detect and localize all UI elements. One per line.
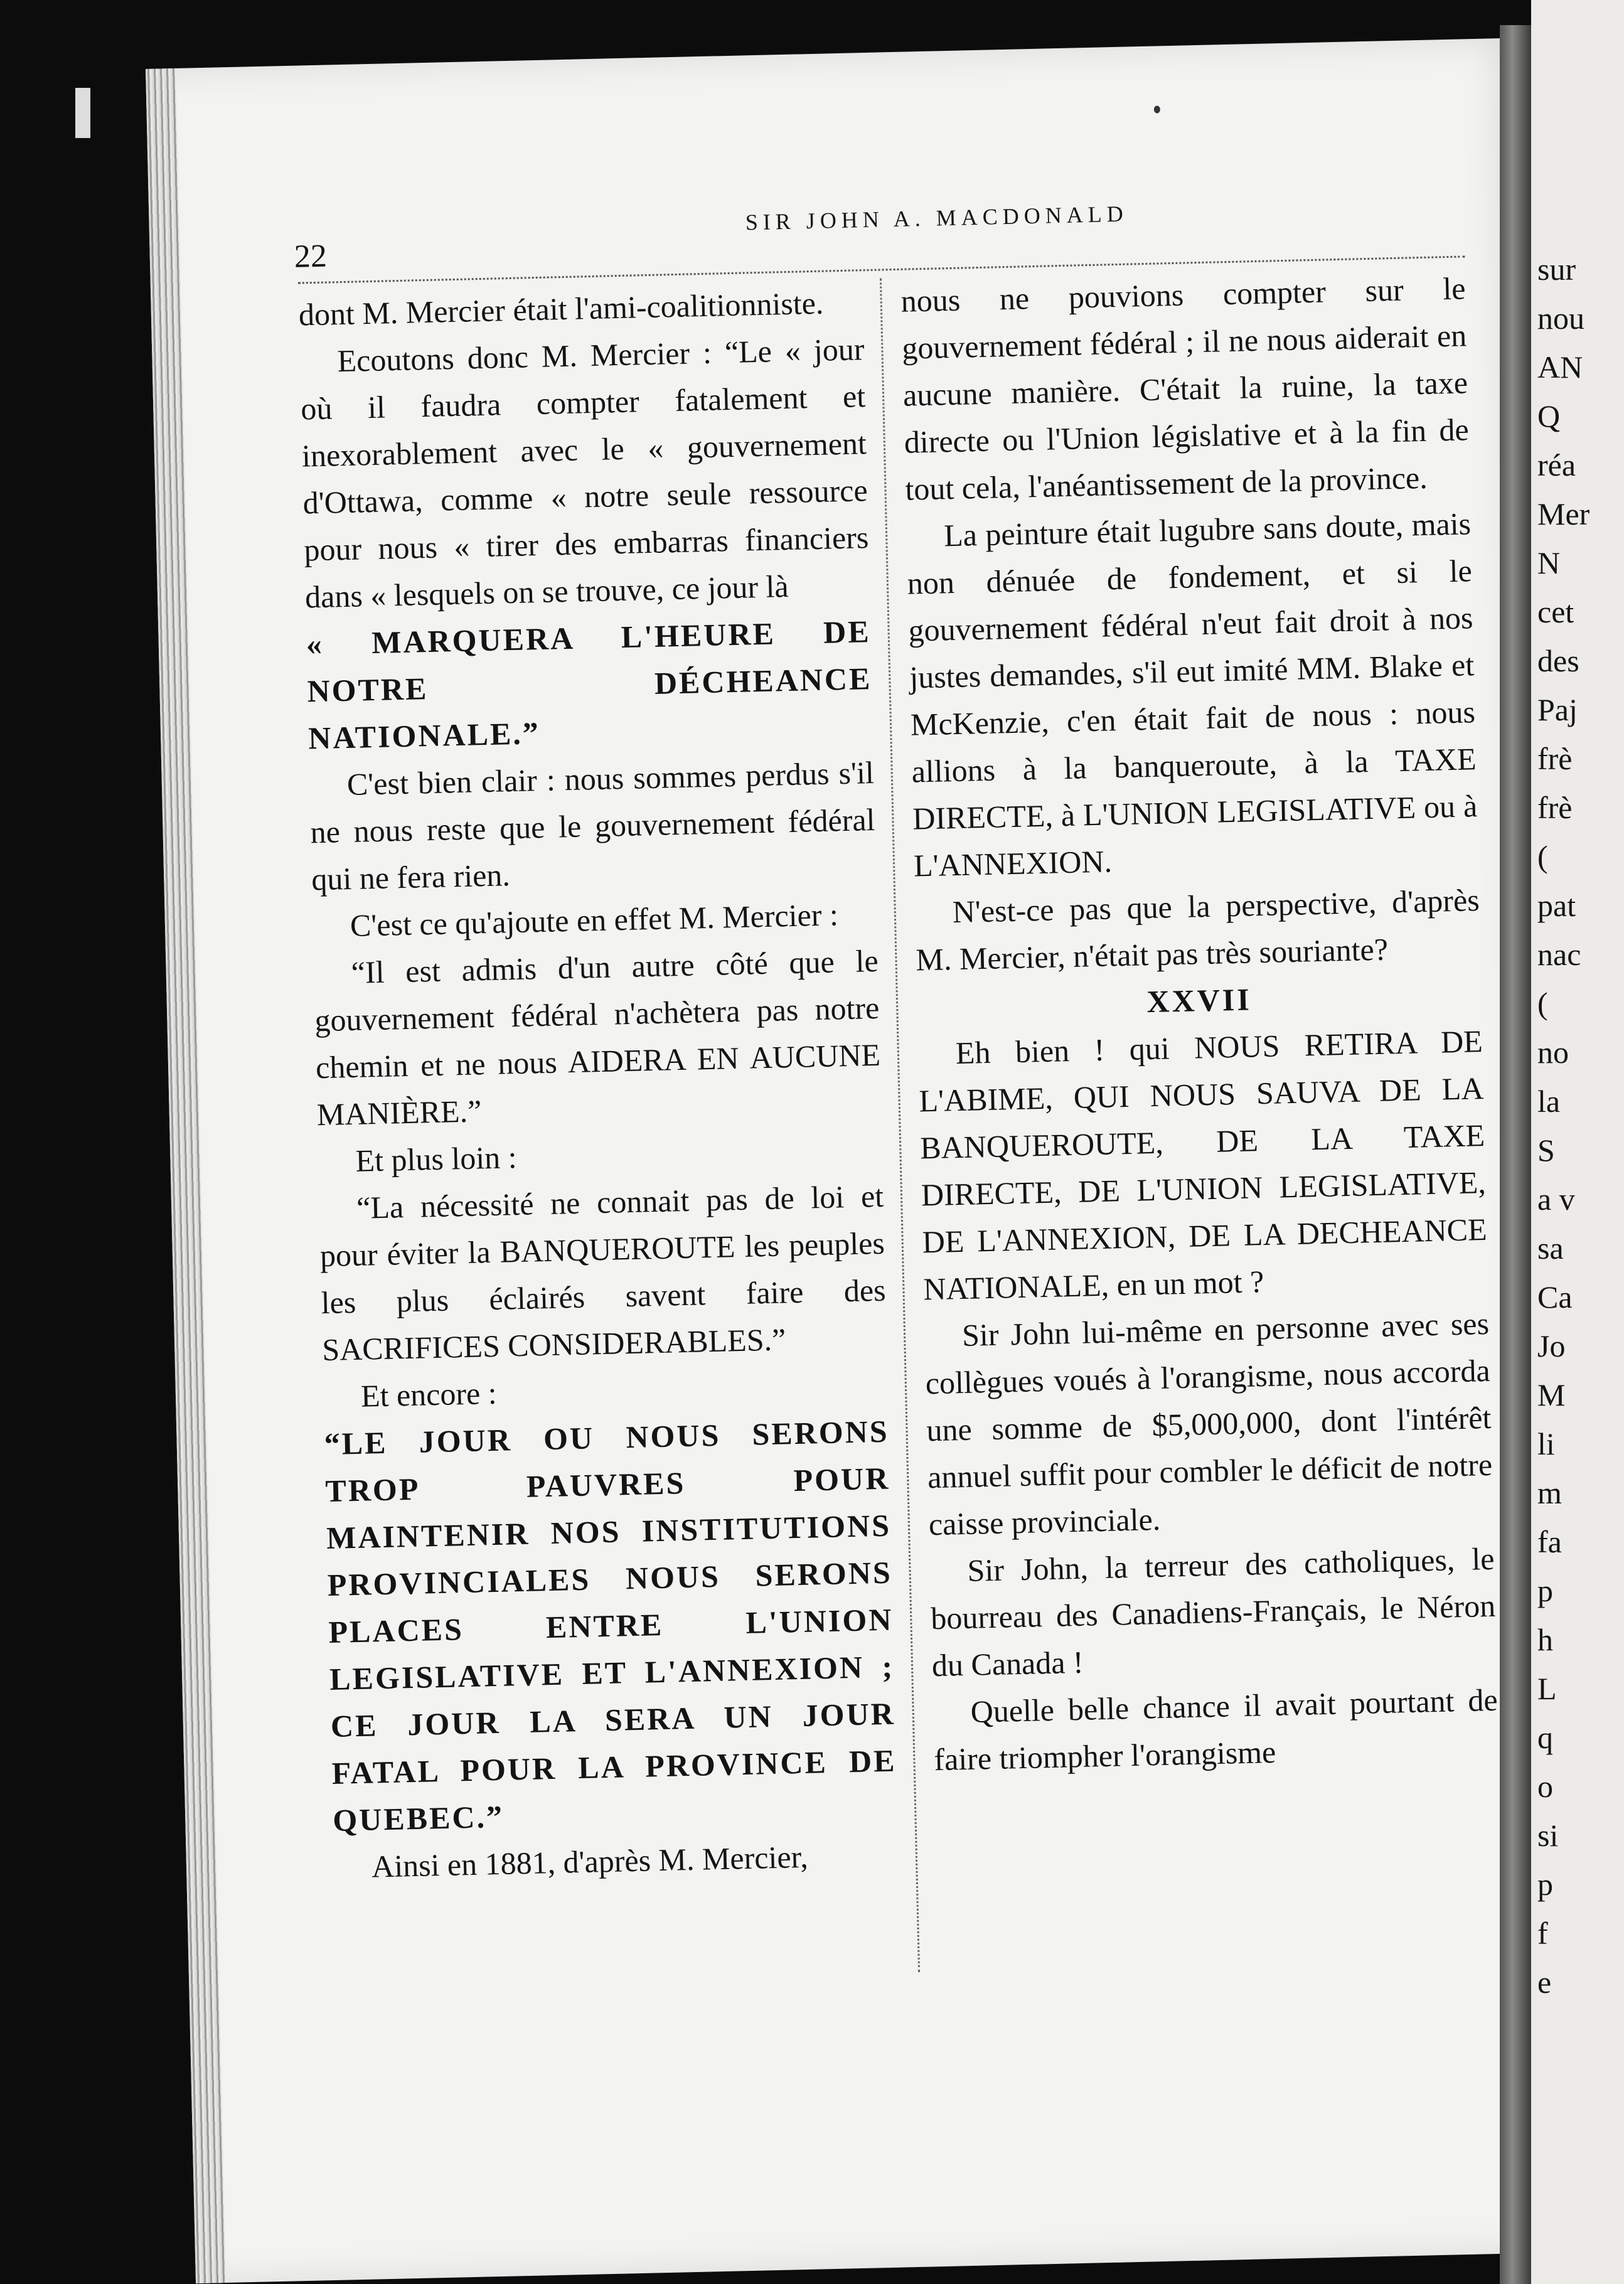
page-number: 22 [294,238,328,275]
next-page-fragment: des [1537,643,1579,678]
paragraph: « MARQUERA L'HEURE DE NOTRE DÉCHEANCE NATIONALE.” [306,614,872,756]
next-page-fragment: li [1537,1426,1555,1461]
paragraph: Sir John, la terreur des catholiques, le bourreau des Canadiens-Français, le Néron du Canada ! [930,1540,1496,1684]
paragraph: Quelle belle chance il avait pourtant de faire triompher l'orangisme [933,1682,1498,1778]
paragraph: dont M. Mercier était l'ami-coalitionniste. [298,285,824,333]
next-page-fragment: frè [1537,790,1573,825]
next-page-fragment: o [1537,1769,1553,1804]
next-page-fragment: Ca [1537,1279,1573,1315]
book-page [146,38,1573,2283]
next-page-fragment: Q [1537,398,1561,434]
paragraph: Et encore : [360,1375,498,1414]
next-page-fragment: sur [1537,252,1576,287]
next-page-fragment: ( [1537,839,1548,874]
paragraph: La peinture était lugubre sans doute, mais non dénuée de fondement, et si le gouvernement fédéral n'eut fait droit à nos justes demandes, s'il eut imité MM. Blake et McKenzie, c'en était fait de nous : nous allions à la banqueroute, à la TAXE DIRECTE, à L'UNION LEGISLATIVE ou à L'ANNEXION. [907,506,1478,883]
paragraph: Ecoutons donc M. Mercier : “Le « jour où il faudra compter fatalement et inexorablement avec le « gouvernement d'Ottawa, comme « notre seule ressource pour nous « tirer des embarras financiers dans « lesquels on se trouve, ce jour là [300,331,869,615]
next-page-fragment: frè [1537,741,1573,776]
next-page-fragment: nou [1537,301,1584,336]
next-page-fragment: N [1537,545,1561,580]
next-page-fragment: p [1537,1867,1553,1902]
next-page-fragment: ( [1537,986,1548,1021]
paragraph: Eh bien ! qui NOUS RETIRA DE L'ABIME, QUI NOUS SAUVA DE LA BANQUEROUTE, DE LA TAXE DIRECTE, DE L'UNION LEGISLATIVE, DE L'ANNEXION, DE LA DECHEANCE NATIONALE, en un mot ? [918,1023,1488,1307]
next-page-fragment: p [1537,1573,1553,1608]
paragraph: “Il est admis d'un autre côté que le gouvernement fédéral n'achètera pas notre chemin et ne nous AIDERA EN AUCUNE MANIÈRE.” [314,942,881,1133]
paragraph: C'est bien clair : nous sommes perdus s'il ne nous reste que le gouvernement fédéral qui ne fera rien. [310,754,876,897]
next-page-fragment: réa [1537,447,1576,483]
next-page-fragment: la [1537,1084,1561,1119]
next-page-fragment: Paj [1537,692,1578,727]
section-heading: XXVII [1146,981,1253,1020]
paragraph: “La nécessité ne connait pas de loi et pour éviter la BANQUEROUTE les peuples les plus éclairés savent faire des SACRIFICES CONSIDERABLES.” [319,1178,887,1368]
next-page-fragment: L [1537,1671,1557,1706]
next-page-fragment: AN [1537,350,1583,385]
next-page-fragment: M [1537,1377,1566,1412]
next-page-fragment: m [1537,1475,1562,1510]
paragraph: “LE JOUR OU NOUS SERONS TROP PAUVRES POUR MAINTENIR NOS INSTITUTIONS PROVINCIALES NOUS SERONS PLACES ENTRE L'UNION LEGISLATIVE ET L'ANNEXION ; CE JOUR LA SERA UN JOUR FATAL POUR LA PROVINCE DE QUEBEC.” [324,1413,897,1838]
next-page-fragment: e [1537,1965,1552,2000]
ink-dot [1154,105,1160,113]
running-head: SIR JOHN A. MACDONALD [745,201,1129,235]
next-page-fragment: fa [1537,1524,1562,1559]
next-page-fragment: cet [1537,594,1574,629]
left-page-edge [75,88,90,138]
next-page-fragment: nac [1537,937,1581,972]
next-page-fragment: h [1537,1622,1553,1657]
next-page-fragment: q [1537,1720,1553,1755]
page-edges [146,68,226,2283]
next-page-fragment: sa [1537,1230,1564,1266]
next-page-fragment: no [1537,1035,1569,1070]
paragraph: C'est ce qu'ajoute en effet M. Mercier : [350,897,839,943]
book-spine [1500,25,1531,2284]
next-page-fragment: S [1537,1133,1555,1168]
next-page-fragment: Mer [1537,496,1590,531]
next-page-fragment: si [1537,1818,1559,1853]
paragraph: Ainsi en 1881, d'après M. Mercier, [371,1838,809,1884]
next-page-fragment: pat [1537,888,1576,923]
next-page-edge [1531,0,1624,2284]
paragraph: Sir John lui-même en personne avec ses collègues voués à l'orangisme, nous accorda une somme de $5,000,000, dont l'intérêt annuel suffit pour combler le déficit de notre caisse provinciale. [925,1305,1493,1542]
next-page-fragment: Jo [1537,1328,1566,1363]
paragraph: nous ne pouvions compter sur le gouvernement fédéral ; il ne nous aiderait en aucune manière. C'était la ruine, la taxe directe ou l'Union législative et à la fin de tout cela, l'anéantissement de la province. [900,270,1470,507]
next-page-fragment: a v [1537,1182,1575,1217]
paragraph: N'est-ce pas que la perspective, d'après M. Mercier, n'était pas très souriante? [915,882,1480,978]
column-right [900,265,1499,1783]
column-left [298,279,899,1891]
paragraph: Et plus loin : [355,1139,518,1178]
next-page-fragment: f [1537,1916,1548,1951]
